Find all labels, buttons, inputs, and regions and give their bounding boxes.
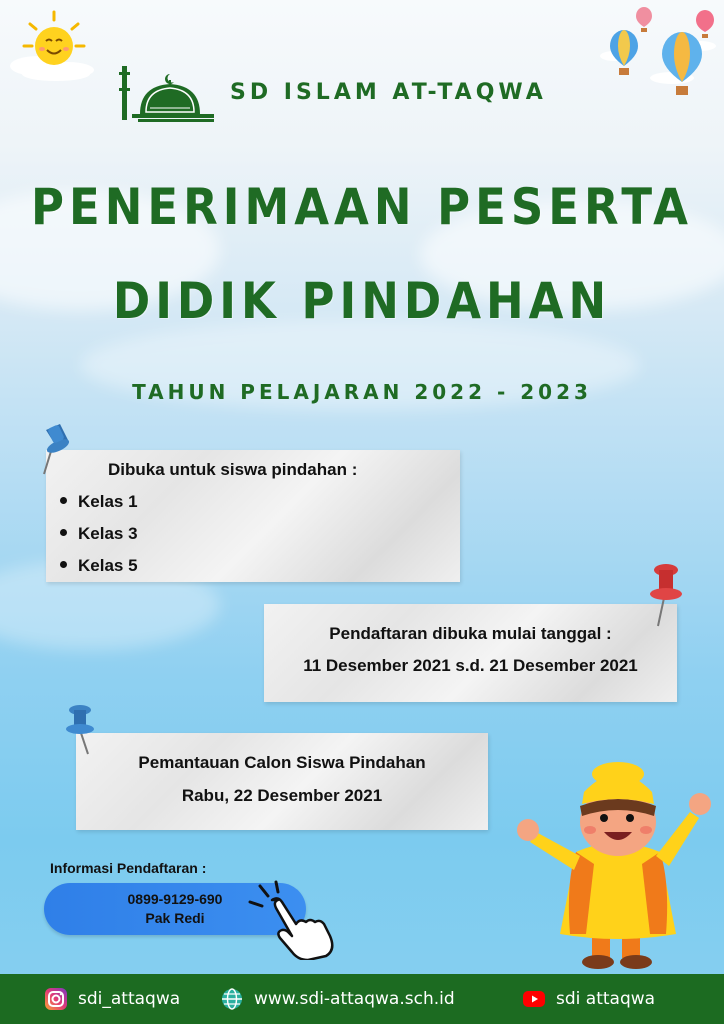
monitoring-card	[76, 733, 488, 830]
monitoring-date: Rabu, 22 Desember 2021	[181, 786, 383, 805]
page-title-line1: PENERIMAAN PESERTA	[31, 178, 693, 236]
bullet	[60, 529, 67, 536]
footer	[0, 974, 724, 1024]
list-item	[60, 518, 138, 550]
classes-card	[46, 450, 460, 582]
page-title-line2: DIDIK PINDAHAN	[112, 272, 612, 330]
instagram-handle: sdi_attaqwa	[78, 989, 181, 1009]
instagram-link[interactable]	[44, 974, 180, 1024]
sun-icon	[8, 8, 118, 83]
registration-card	[264, 604, 677, 702]
hot-air-balloon-icon	[600, 6, 720, 116]
contact-phone: 0899-9129-690	[127, 891, 223, 907]
push-pin-icon	[644, 562, 688, 628]
registration-dates: 11 Desember 2021 s.d. 21 Desember 2021	[303, 656, 638, 675]
youtube-icon	[522, 987, 546, 1011]
kid-character-illustration	[506, 752, 722, 974]
contact-name: Pak Redi	[145, 910, 205, 926]
school-name: SD ISLAM AT-TAQWA	[230, 80, 547, 105]
website-url: www.sdi-attaqwa.sch.id	[254, 989, 455, 1009]
monitoring-label: Pemantauan Calon Siswa Pindahan	[138, 753, 426, 772]
class-label: Kelas 5	[78, 556, 138, 575]
mosque-icon	[116, 62, 220, 124]
youtube-link[interactable]	[522, 974, 655, 1024]
contact-label: Informasi Pendaftaran :	[50, 860, 207, 876]
bullet	[60, 561, 67, 568]
pointing-hand-icon	[244, 880, 336, 960]
instagram-icon	[44, 987, 68, 1011]
list-item	[60, 550, 138, 582]
list-item	[60, 486, 138, 518]
website-link[interactable]	[220, 974, 455, 1024]
registration-label: Pendaftaran dibuka mulai tanggal :	[329, 624, 612, 643]
class-label: Kelas 1	[78, 492, 138, 511]
class-label: Kelas 3	[78, 524, 138, 543]
push-pin-icon	[62, 702, 102, 756]
push-pin-icon	[36, 422, 76, 476]
classes-list	[60, 486, 138, 582]
bullet	[60, 497, 67, 504]
classes-heading: Dibuka untuk siswa pindahan :	[108, 460, 358, 479]
globe-icon	[220, 987, 244, 1011]
youtube-channel: sdi attaqwa	[556, 989, 656, 1009]
academic-year-subtitle: TAHUN PELAJARAN 2022 - 2023	[132, 380, 592, 404]
